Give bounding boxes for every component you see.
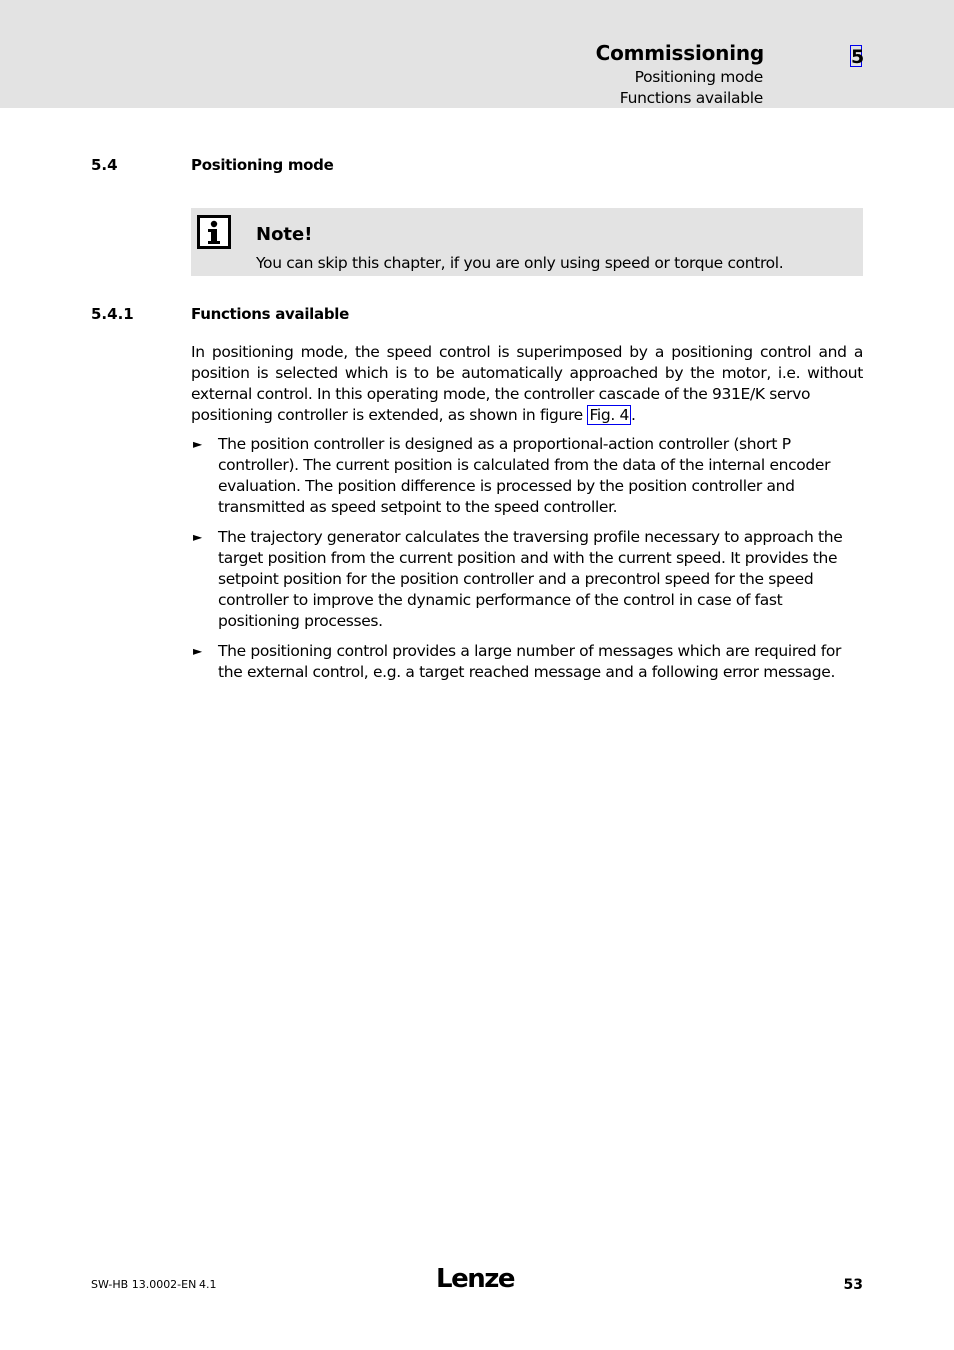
lenze-logo: Lenze <box>436 1264 514 1294</box>
intro-paragraph <box>191 342 863 426</box>
footer-doc-id: SW-HB 13.0002-EN <box>91 1278 197 1291</box>
info-icon <box>197 215 231 249</box>
chapter-subtitle-functions-available: Functions available <box>619 89 763 107</box>
intro-text-before-link: positioning controller is extended, as shown in figure <box>191 406 583 424</box>
page-number: 53 <box>843 1277 863 1293</box>
section-number: 5.4 <box>91 156 118 174</box>
chapter-number-link[interactable]: 5 <box>851 46 865 68</box>
note-box <box>191 208 863 276</box>
list-item-text: The trajectory generator calculates the traversing profile necessary to approach the target position from the current position and with the current speed. It provides the setpoint position for the position controller and a precontrol speed for the speed controller to improve the dynamic performance of the control in case of fast positioning processes. <box>218 528 843 630</box>
note-title: Note! <box>256 224 313 245</box>
note-text: You can skip this chapter, if you are only using speed or torque control. <box>256 254 784 272</box>
footer-version: 4.1 <box>199 1278 217 1291</box>
bullet-list <box>191 434 863 692</box>
bullet-marker: ► <box>193 644 202 658</box>
list-item-text: The position controller is designed as a proportional-action controller (short P controller). The current position is calculated from the data of the internal encoder evaluation. The position difference is processed by the position controller and transmitted as speed setpoint to the speed controller. <box>218 435 831 516</box>
chapter-subtitle-positioning-mode: Positioning mode <box>634 68 763 86</box>
intro-text-main: In positioning mode, the speed control is superimposed by a positioning control and a position is selected which is to be automatically approached by the motor, i.e. without external control. In this operating mode, the controller cascade of the 931E/K servo <box>191 343 863 403</box>
figure-link[interactable]: Fig. 4 <box>589 406 630 424</box>
list-item-text: The positioning control provides a large number of messages which are required for the external control, e.g. a target reached message and a following error message. <box>218 642 842 681</box>
list-item <box>191 434 863 518</box>
section-title: Positioning mode <box>191 156 334 174</box>
list-item <box>191 527 863 632</box>
subsection-number: 5.4.1 <box>91 305 134 323</box>
bullet-marker: ► <box>193 437 202 451</box>
chapter-title: Commissioning <box>595 41 764 65</box>
header-band <box>0 0 954 108</box>
subsection-title: Functions available <box>191 305 349 323</box>
bullet-marker: ► <box>193 530 202 544</box>
intro-text-last-line <box>191 405 863 426</box>
intro-text-after-link: . <box>631 406 636 424</box>
list-item <box>191 641 863 683</box>
